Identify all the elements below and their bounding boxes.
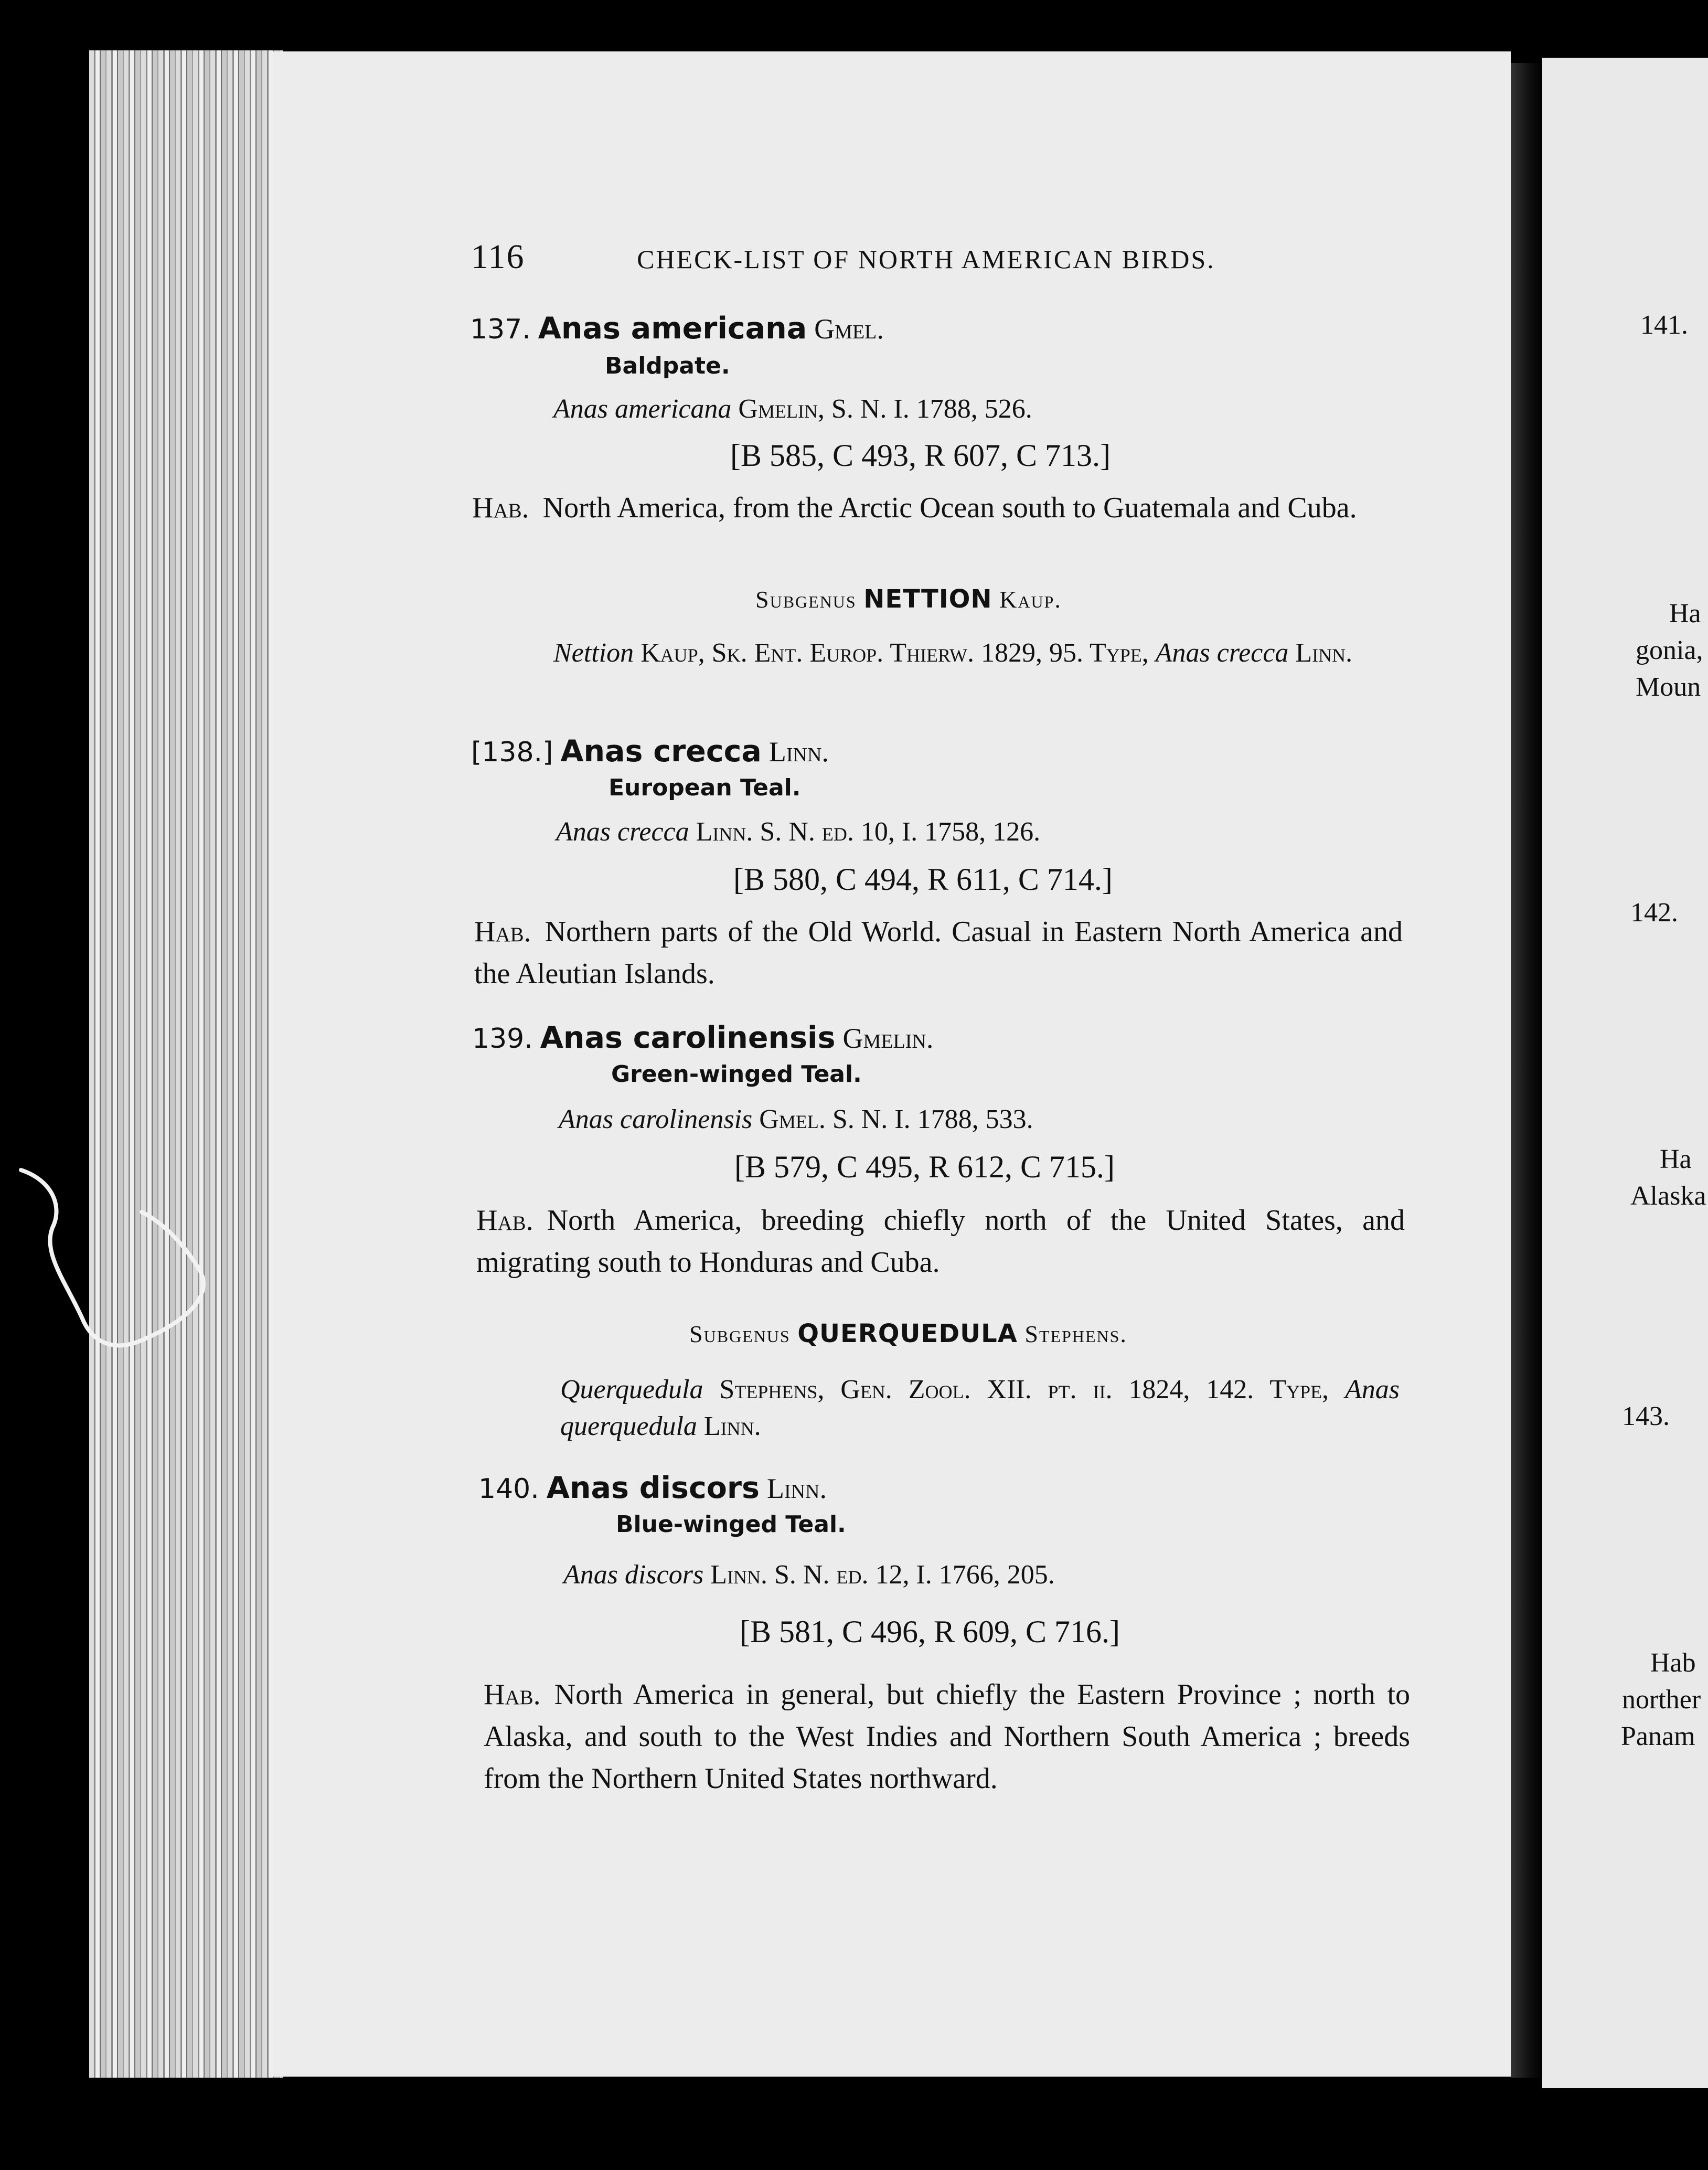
species-author: Gmel. — [814, 313, 884, 345]
habitat-paragraph — [484, 1674, 1410, 1800]
reference-line — [556, 818, 1040, 846]
reference-line — [553, 396, 1032, 423]
species-name: Anas crecca — [560, 734, 762, 769]
note-type: Anas querquedula — [560, 1375, 1400, 1441]
facing-fragment: 142. — [1630, 898, 1678, 928]
facing-fragment: Ha — [1660, 1144, 1692, 1174]
thread-mark — [10, 1165, 210, 1396]
habitat-text: North America, breeding chiefly north of the United States, and migrating south to Honduras and Cuba. — [476, 1204, 1405, 1279]
running-header — [471, 237, 1215, 277]
facing-fragment: 141. — [1640, 310, 1688, 340]
species-name: Anas discors — [546, 1471, 760, 1505]
reference-name: Anas crecca — [556, 817, 689, 847]
species-author: Gmelin. — [842, 1023, 934, 1054]
reference-citation: Linn. S. N. ed. 12, I. 1766, 205. — [710, 1560, 1055, 1590]
note-type: Anas crecca — [1155, 638, 1289, 668]
facing-fragment: 143. — [1622, 1401, 1670, 1431]
facing-fragment: Panam — [1621, 1721, 1695, 1751]
entry-number: 140. — [478, 1473, 539, 1505]
entry-heading — [478, 1473, 827, 1503]
species-name: Anas carolinensis — [540, 1020, 836, 1055]
entry-number: 139. — [472, 1023, 533, 1055]
subgenus-heading — [689, 1321, 1127, 1346]
facing-fragment: norther — [1622, 1685, 1701, 1715]
note-citation: Stephens, Gen. Zool. XII. pt. ii. 1824, 142. Type, — [719, 1375, 1329, 1405]
catalog-codes: [B 585, C 493, R 607, C 713.] — [730, 438, 1111, 473]
subgenus-name: QUERQUEDULA — [797, 1319, 1018, 1348]
habitat-label: Hab. — [476, 1204, 533, 1237]
common-name: European Teal. — [609, 774, 801, 801]
facing-fragment: Alaska — [1630, 1181, 1706, 1211]
reference-line — [559, 1106, 1033, 1133]
page-edges — [89, 50, 283, 2078]
note-citation: Kaup, Sk. Ent. Europ. Thierw. 1829, 95. Type, — [640, 638, 1149, 668]
species-author: Linn. — [768, 736, 829, 768]
note-type-author: Linn. — [703, 1411, 761, 1441]
habitat-label: Hab. — [484, 1678, 541, 1711]
habitat-label: Hab. — [472, 492, 529, 524]
species-author: Linn. — [766, 1473, 827, 1504]
subgenus-heading — [755, 584, 1062, 614]
catalog-codes: [B 580, C 494, R 611, C 714.] — [733, 862, 1113, 897]
habitat-text: Northern parts of the Old World. Casual in Eastern North America and the Aleutian Islands. — [474, 916, 1403, 990]
reference-citation: Gmel. S. N. I. 1788, 533. — [759, 1104, 1033, 1134]
book-gutter — [1511, 63, 1542, 2078]
entry-heading — [471, 734, 829, 769]
subgenus-prefix: Subgenus — [755, 586, 857, 613]
reference-citation: Gmelin, S. N. I. 1788, 526. — [738, 394, 1032, 424]
habitat-text: North America, from the Arctic Ocean south to Guatemala and Cuba. — [542, 492, 1357, 524]
habitat-paragraph — [472, 487, 1401, 529]
entry-heading — [470, 311, 884, 346]
reference-name: Anas americana — [553, 394, 732, 424]
reference-name: Anas carolinensis — [559, 1104, 753, 1134]
facing-page — [1542, 58, 1708, 2088]
subgenus-prefix: Subgenus — [689, 1321, 791, 1347]
facing-fragment: Hab — [1650, 1648, 1696, 1678]
note-type-author: Linn. — [1295, 638, 1353, 668]
entry-number: 137. — [470, 314, 531, 345]
catalog-codes: [B 579, C 495, R 612, C 715.] — [734, 1150, 1115, 1184]
common-name: Blue-winged Teal. — [616, 1511, 846, 1538]
habitat-paragraph — [474, 911, 1403, 995]
subgenus-author: Stephens. — [1024, 1321, 1127, 1347]
entry-heading — [472, 1020, 934, 1055]
subgenus-author: Kaup. — [999, 586, 1062, 613]
subgenus-note — [553, 635, 1361, 672]
note-name: Querquedula — [560, 1375, 703, 1405]
habitat-paragraph — [476, 1199, 1405, 1283]
header-title: CHECK-LIST OF NORTH AMERICAN BIRDS. — [637, 244, 1215, 274]
species-name: Anas americana — [538, 311, 807, 346]
reference-name: Anas discors — [563, 1560, 704, 1590]
note-name: Nettion — [553, 638, 634, 668]
catalog-codes: [B 581, C 496, R 609, C 716.] — [740, 1614, 1120, 1649]
entry-number: [138.] — [471, 737, 553, 768]
reference-citation: Linn. S. N. ed. 10, I. 1758, 126. — [696, 817, 1041, 847]
facing-fragment: Moun — [1636, 672, 1701, 702]
habitat-text: North America in general, but chiefly the Eastern Province ; north to Alaska, and south to the West Indies and Northern South America ; breeds from the Northern United States northward. — [484, 1678, 1410, 1795]
common-name: Baldpate. — [605, 353, 730, 379]
facing-fragment: gonia, — [1636, 635, 1703, 665]
page-number: 116 — [471, 238, 525, 276]
facing-fragment: Ha — [1669, 599, 1701, 629]
subgenus-note — [560, 1371, 1400, 1445]
common-name: Green-winged Teal. — [611, 1061, 862, 1088]
subgenus-name: NETTION — [863, 584, 992, 614]
reference-line — [563, 1561, 1055, 1589]
habitat-label: Hab. — [474, 916, 531, 948]
